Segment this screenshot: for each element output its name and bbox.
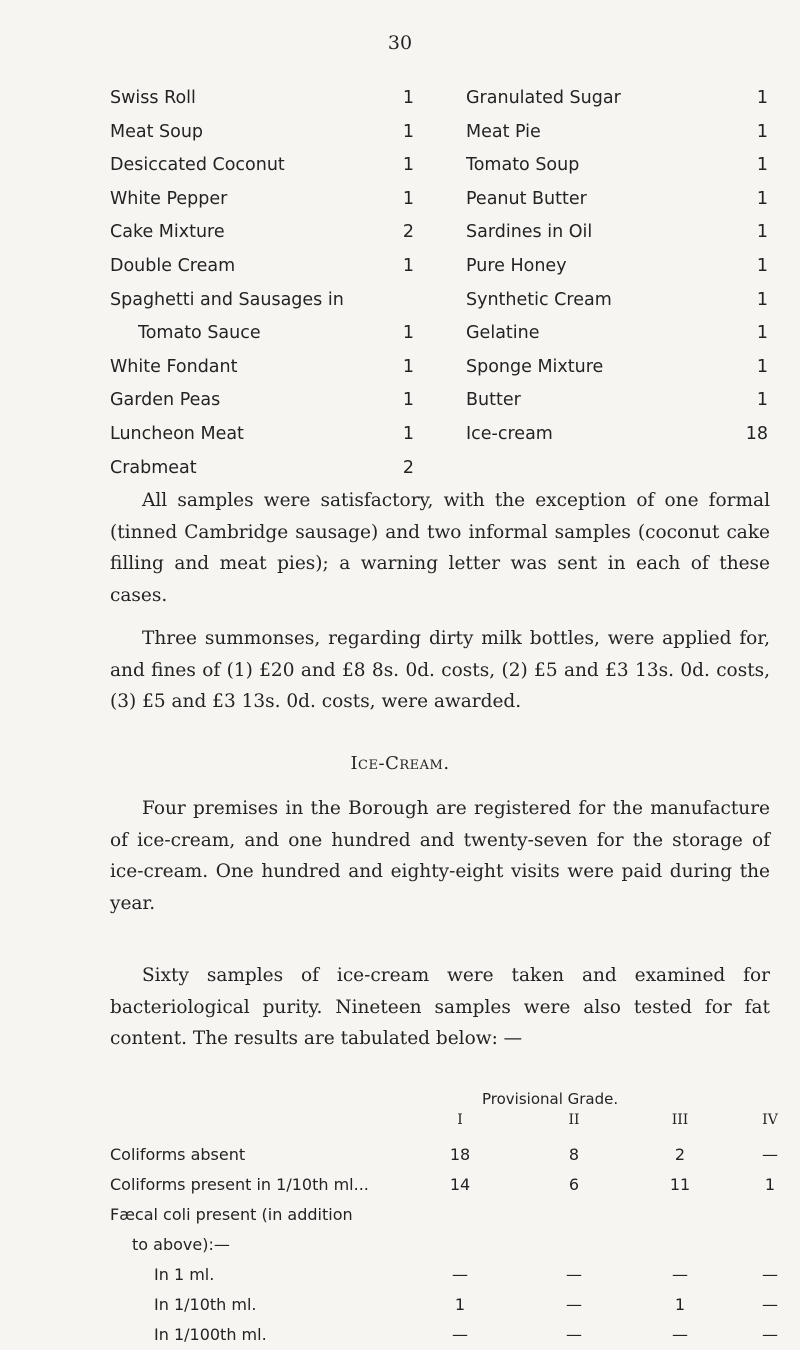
item-name: Granulated Sugar (466, 88, 621, 108)
list-item (466, 284, 768, 318)
table-cell: — (566, 1295, 582, 1314)
table-cell: 18 (449, 1145, 471, 1164)
paragraph-premises (110, 793, 770, 919)
table-cell: 2 (674, 1145, 686, 1164)
item-quantity: 1 (402, 88, 414, 108)
table-column-header: III (671, 1112, 689, 1128)
item-quantity: 1 (402, 423, 414, 444)
list-item (466, 82, 768, 116)
item-name: Synthetic Cream (466, 289, 612, 310)
item-quantity: 18 (745, 423, 768, 444)
table-cell: — (566, 1325, 582, 1344)
table-cell: 6 (568, 1175, 580, 1194)
table-cell: — (762, 1145, 778, 1164)
table-column-header: IV (762, 1112, 778, 1128)
list-item (110, 250, 422, 284)
item-quantity: 1 (756, 155, 768, 176)
list-item (110, 418, 422, 452)
item-name: Gelatine (466, 323, 540, 344)
item-quantity: 1 (402, 390, 414, 411)
paragraph-samples-result-text: All samples were satisfactory, with the exception of one formal (tinned Cambridge sausage) and two informal samples (coconut cake filling and meat pies); a warning letter was sent in each of these cases. (110, 490, 770, 606)
list-item (110, 452, 422, 486)
item-name: Meat Pie (466, 121, 541, 142)
item-name: Sardines in Oil (466, 222, 593, 243)
table-row (110, 1140, 790, 1170)
list-item (110, 149, 422, 183)
list-item (466, 250, 768, 284)
table-cell: — (672, 1265, 688, 1284)
table-cell: 14 (449, 1175, 471, 1194)
item-quantity: 1 (756, 289, 768, 310)
table-row-label: In 1/100th ml. (154, 1325, 267, 1344)
item-name: White Pepper (110, 188, 228, 209)
list-item (466, 384, 768, 418)
item-quantity: 1 (402, 155, 414, 176)
list-item (110, 317, 422, 351)
item-quantity: 1 (402, 356, 414, 377)
item-name: Desiccated Coconut (110, 155, 285, 176)
list-item (110, 384, 422, 418)
table-row-label: Coliforms present in 1/10th ml... (110, 1175, 369, 1194)
item-name: Ice-cream (466, 423, 553, 444)
paragraph-summonses (110, 623, 770, 718)
list-item (110, 82, 422, 116)
item-name: Sponge Mixture (466, 356, 604, 377)
item-quantity: 1 (756, 222, 768, 243)
table-cell: — (452, 1325, 468, 1344)
table-row-label: to above):— (132, 1235, 230, 1254)
item-quantity: 2 (402, 457, 414, 478)
item-quantity: 2 (402, 222, 414, 243)
table-cell: — (566, 1265, 582, 1284)
item-name: Spaghetti and Sausages in (110, 289, 344, 310)
table-cell: — (452, 1265, 468, 1284)
table-row-label: Coliforms absent (110, 1145, 246, 1164)
list-item (110, 183, 422, 217)
list-item (466, 149, 768, 183)
item-name: Butter (466, 390, 521, 411)
item-name: Crabmeat (110, 457, 197, 478)
paragraph-summonses-text: Three summonses, regarding dirty milk bottles, were applied for, and fines of (1) £20 and £8 8s. 0d. costs, (2) £5 and £3 13s. 0d. costs, (3) £5 and £3 13s. 0d. costs, were awarded. (110, 628, 770, 712)
table-group-header: Provisional Grade. (482, 1090, 619, 1108)
list-item (466, 183, 768, 217)
item-name: Luncheon Meat (110, 423, 244, 444)
table-cell: — (762, 1295, 778, 1314)
item-name: Peanut Butter (466, 188, 587, 209)
item-name: Cake Mixture (110, 222, 225, 243)
table-row (110, 1320, 790, 1350)
list-item (110, 351, 422, 385)
table-row-label: Fæcal coli present (in addition (110, 1205, 353, 1224)
table-row (110, 1170, 790, 1200)
table-row (110, 1200, 790, 1230)
sample-list-left (110, 82, 422, 485)
paragraph-premises-text: Four premises in the Borough are registered for the manufacture of ice-cream, and one hundred and twenty-seven for the storage of ice-cream. One hundred and eighty-eight visits were paid during the year. (110, 798, 770, 914)
table-cell: — (762, 1325, 778, 1344)
section-heading-ice-cream: Ice-Cream. (350, 753, 450, 774)
table-cell: 1 (454, 1295, 466, 1314)
item-quantity: 1 (402, 188, 414, 209)
item-quantity: 1 (756, 121, 768, 142)
item-name: Garden Peas (110, 390, 221, 411)
table-row-label: In 1/10th ml. (154, 1295, 257, 1314)
list-item (466, 418, 768, 452)
item-name: White Fondant (110, 356, 238, 377)
list-item (110, 116, 422, 150)
table-column-header: I (457, 1112, 463, 1128)
list-item (466, 116, 768, 150)
table-cell: 8 (568, 1145, 580, 1164)
item-quantity: 1 (756, 188, 768, 209)
item-quantity: 1 (756, 88, 768, 108)
paragraph-samples-result (110, 485, 770, 611)
item-name: Double Cream (110, 255, 236, 276)
table-row-label: In 1 ml. (154, 1265, 215, 1284)
table-cell: 11 (669, 1175, 691, 1194)
list-item (466, 317, 768, 351)
table-row (110, 1230, 790, 1260)
item-quantity: 1 (402, 255, 414, 276)
item-quantity: 1 (756, 255, 768, 276)
table-cell: 1 (674, 1295, 686, 1314)
table-cell: — (672, 1325, 688, 1344)
item-quantity: 1 (756, 323, 768, 344)
table-cell: 1 (764, 1175, 776, 1194)
item-name: Pure Honey (466, 255, 567, 276)
item-name: Tomato Sauce (138, 323, 261, 344)
table-cell: — (762, 1265, 778, 1284)
item-quantity: 1 (756, 390, 768, 411)
table-column-header: II (568, 1112, 580, 1128)
list-item (466, 351, 768, 385)
item-name: Tomato Soup (466, 155, 580, 176)
page-number: 30 (387, 32, 413, 54)
paragraph-sixty-samples-text: Sixty samples of ice-cream were taken and examined for bacteriological purity. Nineteen samples were also tested for fat content. The results are tabulated below: — (110, 965, 770, 1049)
sample-list-right (466, 82, 768, 452)
item-name: Meat Soup (110, 121, 204, 142)
list-item (110, 284, 422, 318)
item-name: Swiss Roll (110, 88, 196, 108)
list-item (110, 216, 422, 250)
item-quantity: 1 (402, 323, 414, 344)
table-row (110, 1260, 790, 1290)
paragraph-sixty-samples (110, 960, 770, 1055)
item-quantity: 1 (756, 356, 768, 377)
list-item (466, 216, 768, 250)
item-quantity: 1 (402, 121, 414, 142)
